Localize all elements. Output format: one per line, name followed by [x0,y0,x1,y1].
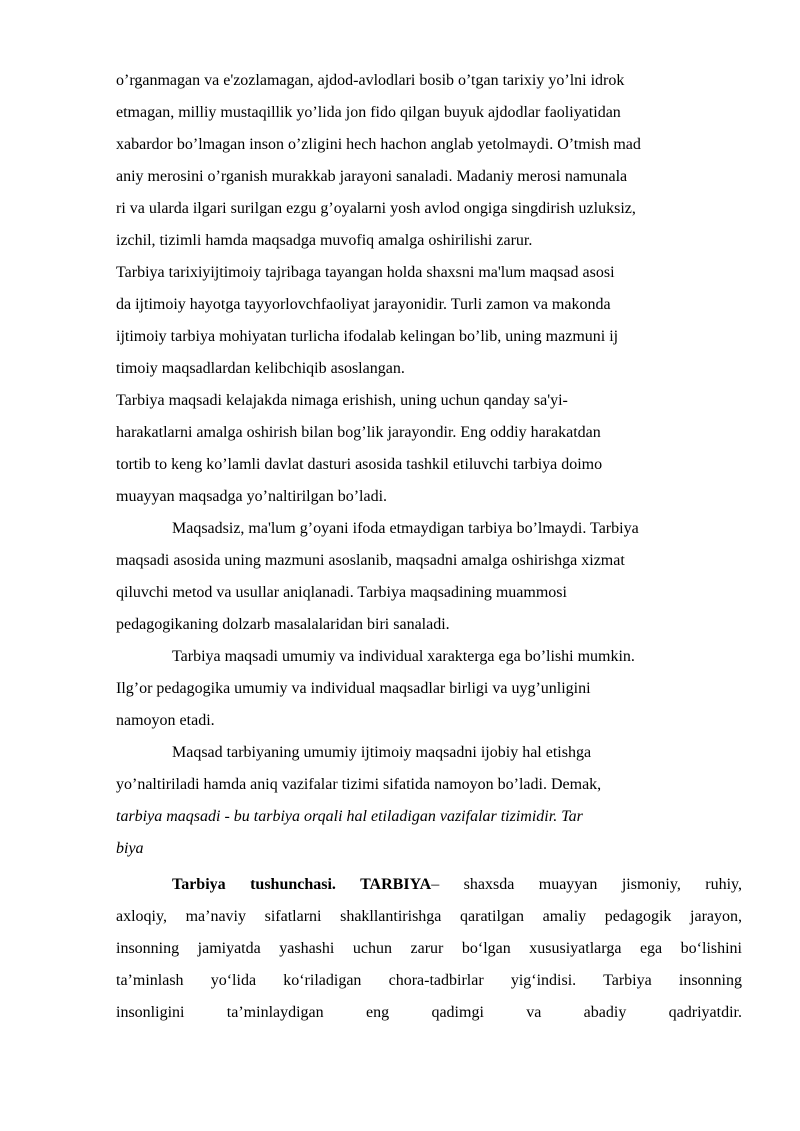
text-line: Ilg’or pedagogika umumiy va individual maqsadlar birligi va uyg’unligini [116,680,591,697]
text-line: aniy merosini o’rganish murakkab jarayoni sanaladi. Madaniy merosi namunala [116,168,628,185]
text-line: ijtimoiy tarbiya mohiyatan turlicha ifodalab kelingan bo’lib, uning mazmuni ij [116,328,619,345]
definition-line [172,875,742,897]
text-line: yo’naltiriladi hamda aniq vazifalar tizimi sifatida namoyon bo’ladi. Demak, [116,776,602,793]
text-line: Tarbiya maqsadi umumiy va individual xarakterga ega bo’lishi mumkin. [172,648,635,665]
text-line: axloqiy, ma’naviy sifatlarni shakllantirishga qaratilgan amaliy pedagogik jarayon, [116,908,742,925]
text-line: ri va ularda ilgari surilgan ezgu g’oyalarni yosh avlod ongiga singdirish uzluksiz, [116,200,636,217]
text-line: Maqsad tarbiyaning umumiy ijtimoiy maqsadni ijobiy hal etishga [172,744,592,761]
text-line: tortib to keng ko’lamli davlat dasturi asosida tashkil etiluvchi tarbiya doimo [116,456,603,473]
text-line: xabardor bo’lmagan inson o’zligini hech hachon anglab yetolmaydi. O’tmish mad [116,136,641,153]
text-line: ta’minlash yo‘lida ko‘riladigan chora-tadbirlar yig‘indisi. Tarbiya insonning [116,972,742,989]
text-line: Tarbiya tarixiyijtimoiy tajribaga tayangan holda shaxsni ma'lum maqsad asosi [116,264,615,281]
text-line: da ijtimoiy hayotga tayyorlovchfaoliyat jarayonidir. Turli zamon va makonda [116,296,611,313]
text-line: timoiy maqsadlardan kelibchiqib asoslangan. [116,360,405,377]
text-line: etmagan, milliy mustaqillik yo’lida jon fido qilgan buyuk ajdodlar faoliyatidan [116,104,621,121]
text-line: tarbiya maqsadi - bu tarbiya orqali hal etiladigan vazifalar tizimidir. Tar [116,808,583,825]
text-line: pedagogikaning dolzarb masalalaridan biri sanaladi. [116,616,450,633]
text-line: qiluvchi metod va usullar aniqlanadi. Tarbiya maqsadining muammosi [116,584,567,601]
text-line: maqsadi asosida uning mazmuni asoslanib, maqsadni amalga oshirishga xizmat [116,552,625,569]
text-line: o’rganmagan va e'zozlamagan, ajdod-avlodlari bosib o’tgan tarixiy yo’lni idrok [116,72,625,89]
text-line: namoyon etadi. [116,712,215,729]
text-line: Maqsadsiz, ma'lum g’oyani ifoda etmaydigan tarbiya bo’lmaydi. Tarbiya [172,520,639,537]
text-line: insonligini ta’minlaydigan eng qadimgi va abadiy qadriyatdir. [116,1004,742,1021]
text-line: insonning jamiyatda yashashi uchun zarur bo‘lgan xususiyatlarga ega bo‘lishini [116,940,742,957]
text-line: Tarbiya maqsadi kelajakda nimaga erishish, uning uchun qanday sa'yi- [116,392,568,409]
text-line: izchil, tizimli hamda maqsadga muvofiq amalga oshirilishi zarur. [116,232,533,249]
text-line: biya [116,840,144,857]
text-line: muayyan maqsadga yo’naltirilgan bo’ladi. [116,488,388,505]
text-line: harakatlarni amalga oshirish bilan bog’lik jarayondir. Eng oddiy harakatdan [116,424,601,441]
definition-text: – shaxsda muayyan jismoniy, ruhiy, [431,876,742,893]
term-heading: Tarbiya tushunchasi. TARBIYA [172,876,432,893]
